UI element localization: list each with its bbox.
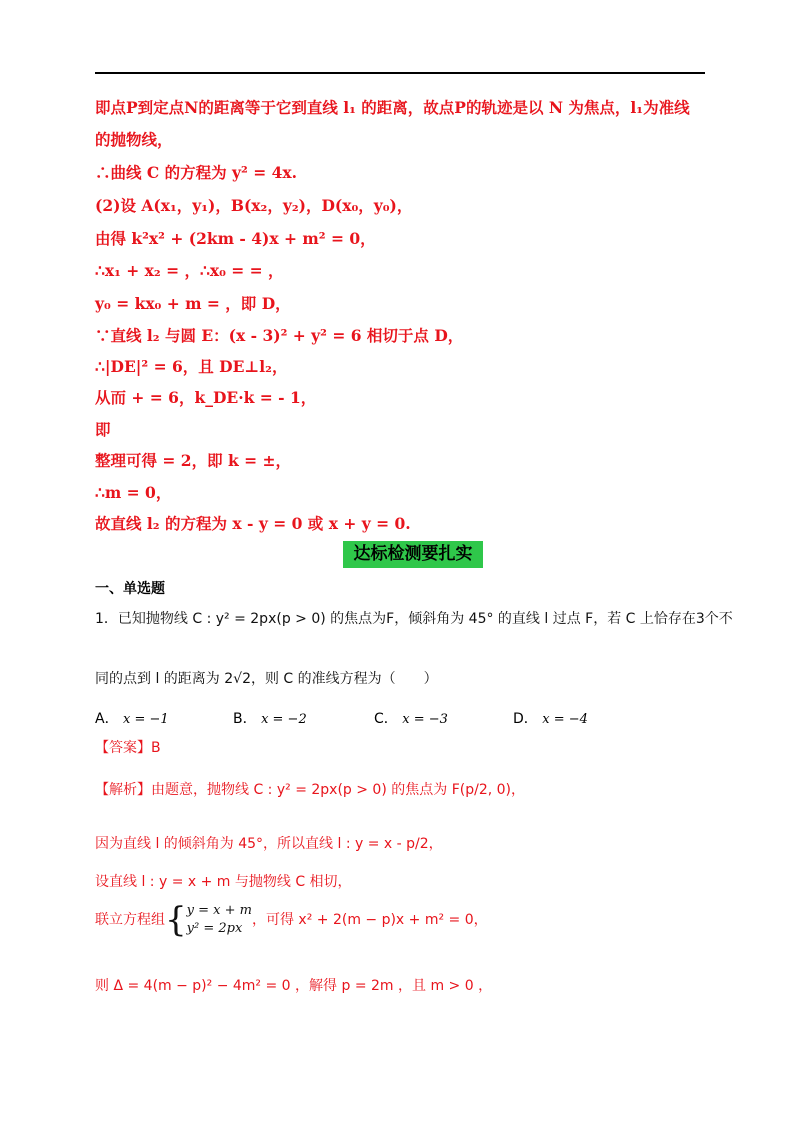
system-eq-1: y = x + m	[186, 903, 252, 918]
analysis-line-2: 因为直线 l 的倾斜角为 45°，所以直线 l : y = x - p/2，	[95, 836, 443, 852]
solution-line-10: 从而 + = 6，k_DE·k = - 1，	[95, 388, 317, 407]
solution-line-11: 即	[95, 420, 111, 439]
system-eq-2: y² = 2px	[186, 921, 243, 936]
solution-line-5: 由得 k²x² + (2km - 4)x + m² = 0，	[95, 229, 376, 248]
system-brace: {	[165, 900, 187, 940]
section-title: 达标检测要扎实	[343, 541, 483, 568]
solution-line-1: 即点P到定点N的距离等于它到直线 l₁ 的距离，故点P的轨迹是以 N 为焦点，l₁为准线	[95, 98, 690, 117]
solution-line-2: 的抛物线，	[95, 130, 173, 149]
option-c-label: C．	[374, 711, 398, 727]
option-b-label: B．	[233, 711, 257, 727]
analysis-line-3: 设直线 l : y = x + m 与抛物线 C 相切，	[95, 874, 352, 890]
answer-line: 【答案】B	[95, 740, 161, 756]
option-a-label: A．	[95, 711, 119, 727]
option-b-value: x = −2	[261, 712, 307, 727]
option-d[interactable]	[513, 708, 588, 728]
system-prefix: 联立方程组	[95, 912, 165, 928]
analysis-line-4	[95, 902, 488, 938]
option-d-label: D．	[513, 711, 538, 727]
solution-line-8: ∵直线 l₂ 与圆 E：(x - 3)² + y² = 6 相切于点 D，	[95, 326, 464, 345]
question-line-1: 1．已知抛物线 C : y² = 2px(p > 0) 的焦点为F，倾斜角为 45° 的直线 l 过点 F，若 C 上恰存在3个不	[95, 611, 733, 627]
equation-system	[187, 902, 252, 938]
solution-line-4: (2)设 A(x₁，y₁)，B(x₂，y₂)，D(x₀，y₀)，	[95, 196, 413, 215]
option-b[interactable]	[233, 708, 307, 728]
solution-line-3: ∴曲线 C 的方程为 y² = 4x.	[95, 163, 298, 182]
analysis-line-5: 则 Δ = 4(m − p)² − 4m² = 0 ，解得 p = 2m ，且 m > 0 ，	[95, 978, 493, 994]
option-c-value: x = −3	[402, 712, 448, 727]
solution-line-12: 整理可得 = 2，即 k = ±，	[95, 451, 291, 470]
option-a[interactable]	[95, 708, 169, 728]
analysis-line-1: 【解析】由题意，抛物线 C : y² = 2px(p > 0) 的焦点为 F(p/2, 0)，	[95, 782, 525, 798]
question-line-2: 同的点到 l 的距离为 2√2，则 C 的准线方程为（ ）	[95, 671, 438, 687]
header-rule	[95, 72, 705, 74]
system-suffix: ，可得 x² + 2(m − p)x + m² = 0，	[251, 912, 488, 928]
option-c[interactable]	[374, 708, 448, 728]
solution-line-13: ∴m = 0，	[95, 483, 172, 502]
solution-line-7: y₀ = kx₀ + m = ，即 D，	[95, 294, 291, 313]
option-d-value: x = −4	[542, 712, 588, 727]
solution-line-9: ∴|DE|² = 6，且 DE⊥l₂，	[95, 357, 288, 376]
option-a-value: x = −1	[123, 712, 169, 727]
solution-line-14: 故直线 l₂ 的方程为 x - y = 0 或 x + y = 0.	[95, 514, 411, 533]
heading-single-choice: 一、单选题	[95, 581, 165, 597]
solution-line-6: ∴x₁ + x₂ = ，∴x₀ = = ，	[95, 261, 284, 280]
